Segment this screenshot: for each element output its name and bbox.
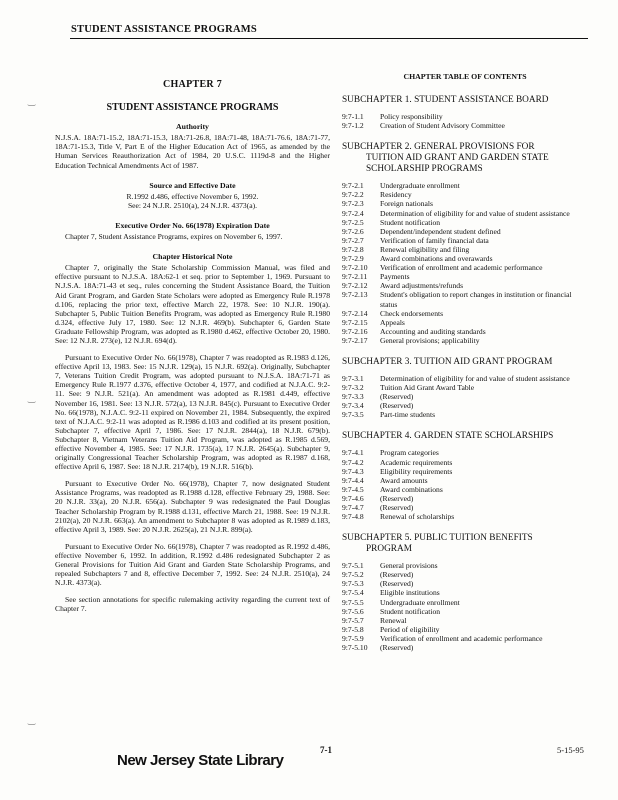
- toc-subchapter: [342, 357, 588, 419]
- revision-date: 5-15-95: [557, 745, 584, 755]
- section-title: Period of eligibility: [380, 624, 440, 634]
- section-number: 9:7-2.7: [342, 235, 364, 245]
- toc-entry: [342, 570, 588, 579]
- toc-entry: [342, 199, 588, 208]
- section-number: 9:7-2.2: [342, 190, 364, 200]
- section-title: Renewal: [380, 615, 407, 625]
- toc-entry: [342, 401, 588, 410]
- table-of-contents: [342, 72, 588, 664]
- section-title: Creation of Student Advisory Committee: [380, 121, 505, 131]
- section-number: 9:7-2.10: [342, 263, 368, 273]
- section-number: 9:7-2.4: [342, 208, 364, 218]
- toc-entry: [342, 327, 588, 336]
- header-rule: [70, 38, 588, 39]
- margin-mark: ‿: [28, 393, 36, 403]
- subchapter-title: [342, 431, 588, 442]
- section-title: Appeals: [380, 317, 405, 327]
- section-number: 9:7-3.5: [342, 410, 364, 420]
- toc-entry: [342, 588, 588, 597]
- section-title: Eligible institutions: [380, 588, 440, 598]
- toc-entry: [342, 121, 588, 130]
- toc-entry: [342, 236, 588, 245]
- section-number: 9:7-2.5: [342, 217, 364, 227]
- toc-entry: [342, 392, 588, 401]
- section-number: 9:7-3.4: [342, 401, 364, 411]
- section-title: Award adjustments/refunds: [380, 281, 464, 291]
- section-number: 9:7-5.7: [342, 615, 364, 625]
- toc-entry: [342, 448, 588, 457]
- section-title: Student notification: [380, 606, 441, 616]
- toc-entry: [342, 494, 588, 503]
- section-title: Foreign nationals: [380, 199, 433, 209]
- section-title: (Reserved): [380, 570, 414, 580]
- section-title: Student's obligation to report changes in institution or financial status: [380, 290, 572, 309]
- section-title: Renewal eligibility and filing: [380, 244, 470, 254]
- toc-entry: [342, 512, 588, 521]
- source-line: R.1992 d.486, effective November 6, 1992.: [126, 191, 259, 201]
- section-title: Student notification: [380, 217, 441, 227]
- subchapter-title-text: SUBCHAPTER 3. TUITION AID GRANT PROGRAM: [342, 356, 553, 367]
- toc-entry: [342, 263, 588, 272]
- section-number: 9:7-5.8: [342, 624, 364, 634]
- toc-entry: [342, 598, 588, 607]
- section-number: 9:7-2.14: [342, 308, 368, 318]
- margin-mark: ‿: [28, 96, 36, 106]
- section-number: 9:7-3.2: [342, 383, 364, 393]
- toc-entry: [342, 254, 588, 263]
- section-title: Accounting and auditing standards: [380, 326, 486, 336]
- section-number: 9:7-5.3: [342, 579, 364, 589]
- subchapter-title-continued: TUITION AID GRANT AND GARDEN STATE SCHOLARSHIP PROGRAMS: [366, 153, 549, 175]
- toc-subchapter: [342, 95, 588, 130]
- toc-entry: [342, 272, 588, 281]
- subchapter-title-text: SUBCHAPTER 1. STUDENT ASSISTANCE BOARD: [342, 95, 549, 106]
- section-title: (Reserved): [380, 579, 414, 589]
- toc-entry: [342, 634, 588, 643]
- section-title: (Reserved): [380, 503, 414, 512]
- section-number: 9:7-4.5: [342, 484, 364, 494]
- section-number: 9:7-3.1: [342, 373, 364, 383]
- running-header: STUDENT ASSISTANCE PROGRAMS: [71, 24, 257, 35]
- section-title: Award amounts: [380, 475, 428, 485]
- toc-entry: [342, 625, 588, 634]
- section-number: 9:7-5.1: [342, 561, 364, 571]
- section-number: 9:7-2.13: [342, 290, 368, 300]
- section-title: Renewal of scholarships: [380, 512, 455, 522]
- source-line: See: 24 N.J.R. 2510(a), 24 N.J.R. 4373(a).: [127, 200, 258, 210]
- toc-entry: [342, 181, 588, 190]
- toc-entry: [342, 410, 588, 419]
- toc-entry: [342, 383, 588, 392]
- subchapter-title: [342, 95, 588, 106]
- toc-entry: [342, 485, 588, 494]
- toc-subchapter: [342, 533, 588, 652]
- toc-entry: [342, 561, 588, 570]
- section-number: 9:7-2.16: [342, 326, 368, 336]
- historical-note-paragraph: Chapter 7, originally the State Scholarship Commission Manual, was filed and effective pursuant to N.J.S.A. 18A:62-1 et seq. prior to September 1, 1969. Pursuant to N.J.S.A. 18A:71-43 et seq., rules concerning the Student Assistance Board, the Tuition Aid Grant Program, and Garden State Scholars were adopted as Emergency Rule R.1978 d.106, replacing the prior text, effective March 22, 1978. See: 10 N.J.R. 190(a). Subchapter 5, Public Tuition Benefits Program, was adopted as Emergency Rule R.1980 d.324, effective July 17, 1980. See: 12 N.J.R. 469(b). Subchapter 6, Garden State Graduate Fellowship Program, was adopted as R.1980 d.462, effective October 20, 1980. See: 12 N.J.R. 273(e), 12 N.J.R. 694(d).: [55, 263, 330, 345]
- source-heading: Source and Effective Date: [149, 180, 236, 190]
- section-number: 9:7-2.6: [342, 226, 364, 236]
- section-title: Verification of family financial data: [380, 235, 489, 245]
- toc-entry: [342, 245, 588, 254]
- authority-text: N.J.S.A. 18A:71-15.2, 18A:71-15.3, 18A:71-26.8, 18A:71-48, 18A:71-76.6, 18A:71-77, 18A:71-15.3, Title V, Part E of the Higher Education Act of 1965, as amended by the Human Services Reauthorization Act of 1984, 20 U.S.C. 1119d-8 and the Higher Education Technical Amendments Act of 1987.: [55, 133, 330, 170]
- toc-entry: [342, 336, 588, 345]
- toc-entry: [342, 476, 588, 485]
- section-number: 9:7-2.3: [342, 199, 364, 209]
- page-number: 7-1: [320, 745, 332, 755]
- section-number: 9:7-1.1: [342, 112, 364, 122]
- historical-note-paragraph: Pursuant to Executive Order No. 66(1978), Chapter 7, now designated Student Assistance Programs, was readopted as R.1988 d.128, effective February 29, 1988. See: 20 N.J.R. 33(a), 20 N.J.R. 656(a). Subchapter 9 was redesignated the Paul Douglas Teacher Scholarship Program by R.1988 d.131, effective March 21, 1988. See: 19 N.J.R. 2102(a), 20 N.J.R. 663(a). An amendment to Subchapter 8 was adopted as R.1989 d.183, effective April 3, 1989. See: 20 N.J.R. 2625(a), 21 N.J.R. 899(a).: [55, 479, 330, 534]
- section-title: Verification of enrollment and academic performance: [380, 263, 543, 273]
- section-title: Program categories: [380, 448, 439, 458]
- toc-entry: [342, 643, 588, 652]
- subchapter-title: [342, 533, 588, 555]
- section-title: (Reserved): [380, 493, 414, 503]
- section-number: 9:7-5.6: [342, 606, 364, 616]
- subchapter-title-text: SUBCHAPTER 2. GENERAL PROVISIONS FOR: [342, 142, 535, 153]
- chapter-intro-column: [55, 80, 330, 614]
- toc-list: [342, 95, 588, 652]
- toc-entry: [342, 374, 588, 383]
- section-number: 9:7-5.10: [342, 643, 368, 653]
- section-number: 9:7-3.3: [342, 392, 364, 402]
- section-title: Undergraduate enrollment: [380, 597, 460, 607]
- section-title: Check endorsements: [380, 308, 444, 318]
- section-title: Policy responsibility: [380, 112, 443, 122]
- section-number: 9:7-4.4: [342, 475, 364, 485]
- toc-entry: [342, 318, 588, 327]
- expiration-text: Chapter 7, Student Assistance Programs, expires on November 6, 1997.: [65, 232, 283, 242]
- section-title: Award combinations and overawards: [380, 254, 493, 264]
- section-title: Determination of eligibility for and value of student assistance: [380, 373, 570, 383]
- section-title: (Reserved): [380, 643, 414, 653]
- section-title: Verification of enrollment and academic performance: [380, 633, 543, 643]
- subchapter-title-text: SUBCHAPTER 5. PUBLIC TUITION BENEFITS: [342, 533, 533, 544]
- section-number: 9:7-4.7: [342, 503, 364, 512]
- section-number: 9:7-2.17: [342, 335, 368, 345]
- section-title: Undergraduate enrollment: [380, 181, 460, 191]
- section-title: Determination of eligibility for and value of student assistance: [380, 208, 570, 218]
- section-number: 9:7-2.15: [342, 317, 368, 327]
- library-logo: New Jersey State Library: [117, 752, 284, 769]
- authority-heading: Authority: [176, 122, 209, 132]
- section-title: Award combinations: [380, 484, 443, 494]
- toc-subchapter: [342, 142, 588, 345]
- section-number: 9:7-2.12: [342, 281, 368, 291]
- section-number: 9:7-5.4: [342, 588, 364, 598]
- toc-entry: [342, 112, 588, 121]
- section-title: (Reserved): [380, 401, 414, 411]
- margin-mark: ‿: [28, 715, 36, 725]
- toc-title: CHAPTER TABLE OF CONTENTS: [403, 72, 527, 81]
- toc-entry: [342, 190, 588, 199]
- toc-entry: [342, 607, 588, 616]
- section-number: 9:7-2.11: [342, 272, 368, 282]
- toc-entry: [342, 309, 588, 318]
- section-number: 9:7-2.9: [342, 254, 364, 264]
- section-number: 9:7-4.8: [342, 512, 364, 522]
- section-title: Tuition Aid Grant Award Table: [380, 383, 475, 393]
- toc-entry: [342, 209, 588, 218]
- toc-entry: [342, 503, 588, 512]
- section-title: Eligibility requirements: [380, 466, 453, 476]
- subchapter-title: [342, 357, 588, 368]
- section-number: 9:7-4.3: [342, 466, 364, 476]
- expiration-heading: Executive Order No. 66(1978) Expiration Date: [115, 220, 270, 230]
- section-title: Dependent/independent student defined: [380, 226, 501, 236]
- section-number: 9:7-4.2: [342, 457, 364, 467]
- toc-entry: [342, 227, 588, 236]
- toc-entry: [342, 290, 588, 308]
- subchapter-title-continued: PROGRAM: [366, 544, 412, 555]
- section-title: General provisions; applicability: [380, 335, 480, 345]
- section-title: Residency: [380, 190, 412, 200]
- section-number: 9:7-4.1: [342, 448, 364, 458]
- section-number: 9:7-5.9: [342, 633, 364, 643]
- section-title: Part-time students: [380, 410, 436, 420]
- toc-entry: [342, 467, 588, 476]
- section-number: 9:7-2.8: [342, 244, 364, 254]
- toc-entry: [342, 616, 588, 625]
- toc-entry: [342, 218, 588, 227]
- section-number: 9:7-2.1: [342, 181, 364, 191]
- historical-note-paragraph: Pursuant to Executive Order No. 66(1978), Chapter 7 was readopted as R.1992 d.486, effective November 6, 1992. In addition, R.1992 d.486 redesignated Subchapter 2 as General Provisions for Tuition Aid Grant and Garden State Scholarship Programs, and repealed Subchapters 7 and 8, effective December 7, 1992. See: 24 N.J.R. 2510(a), 24 N.J.R. 4373(a).: [55, 541, 330, 588]
- chapter-title: STUDENT ASSISTANCE PROGRAMS: [106, 102, 279, 114]
- section-number: 9:7-4.6: [342, 493, 364, 503]
- section-number: 9:7-1.2: [342, 121, 364, 131]
- subchapter-title-text: SUBCHAPTER 4. GARDEN STATE SCHOLARSHIPS: [342, 431, 554, 442]
- section-title: (Reserved): [380, 392, 414, 402]
- historical-note-paragraph: See section annotations for specific rulemaking activity regarding the current text of Chapter 7.: [55, 595, 330, 614]
- toc-entry: [342, 281, 588, 290]
- section-number: 9:7-5.5: [342, 597, 364, 607]
- toc-entry: [342, 579, 588, 588]
- section-title: General provisions: [380, 561, 438, 571]
- chapter-number: CHAPTER 7: [162, 79, 223, 90]
- historical-note-heading: Chapter Historical Note: [152, 252, 233, 262]
- toc-subchapter: [342, 431, 588, 521]
- section-title: Payments: [380, 272, 410, 282]
- historical-note-paragraph: Pursuant to Executive Order No. 66(1978), Chapter 7 was readopted as R.1983 d.126, effective April 13, 1983. See: 15 N.J.R. 129(a), 15 N.J.R. 692(a). Originally, Subchapter 7, Veterans Tuition Credit Program, was adopted pursuant to N.J.S.A. 18A:71-71 as Emergency Rule R.1977 d.376, effective October 4, 1977, and codified at N.J.A.C. 9:2-11. See: 9 N.J.R. 521(a). An amendment was adopted as R.1981 d.449, effective November 16, 1981. See: 13 N.J.R. 572(a), 13 N.J.R. 845(c). Pursuant to Executive Order No. 66(1978), N.J.A.C. 9:2-11 expired on November 21, 1984. Subsequently, the expired text of N.J.A.C. 9:2-11 was adopted as R.1986 d.103 and codified at its present position, Subchapter 7, effective April 7, 1986. See: 17 N.J.R. 2844(a), 18 N.J.R. 679(b). Subchapter 8, Vietnam Veterans Tuition Aid Program, was adopted as R.1985 d.569, effective November 4, 1985. See: 17 N.J.R. 1735(a), 17 N.J.R. 2645(a). Subchapter 9, originally Congressional Teacher Scholarship Program, was adopted as R.1987 d.168, effective April 6, 1987. See: 18 N.J.R. 2174(b), 19 N.J.R. 516(b).: [55, 353, 330, 472]
- subchapter-title: [342, 142, 588, 175]
- section-title: Academic requirements: [380, 457, 453, 467]
- section-number: 9:7-5.2: [342, 570, 364, 580]
- toc-entry: [342, 458, 588, 467]
